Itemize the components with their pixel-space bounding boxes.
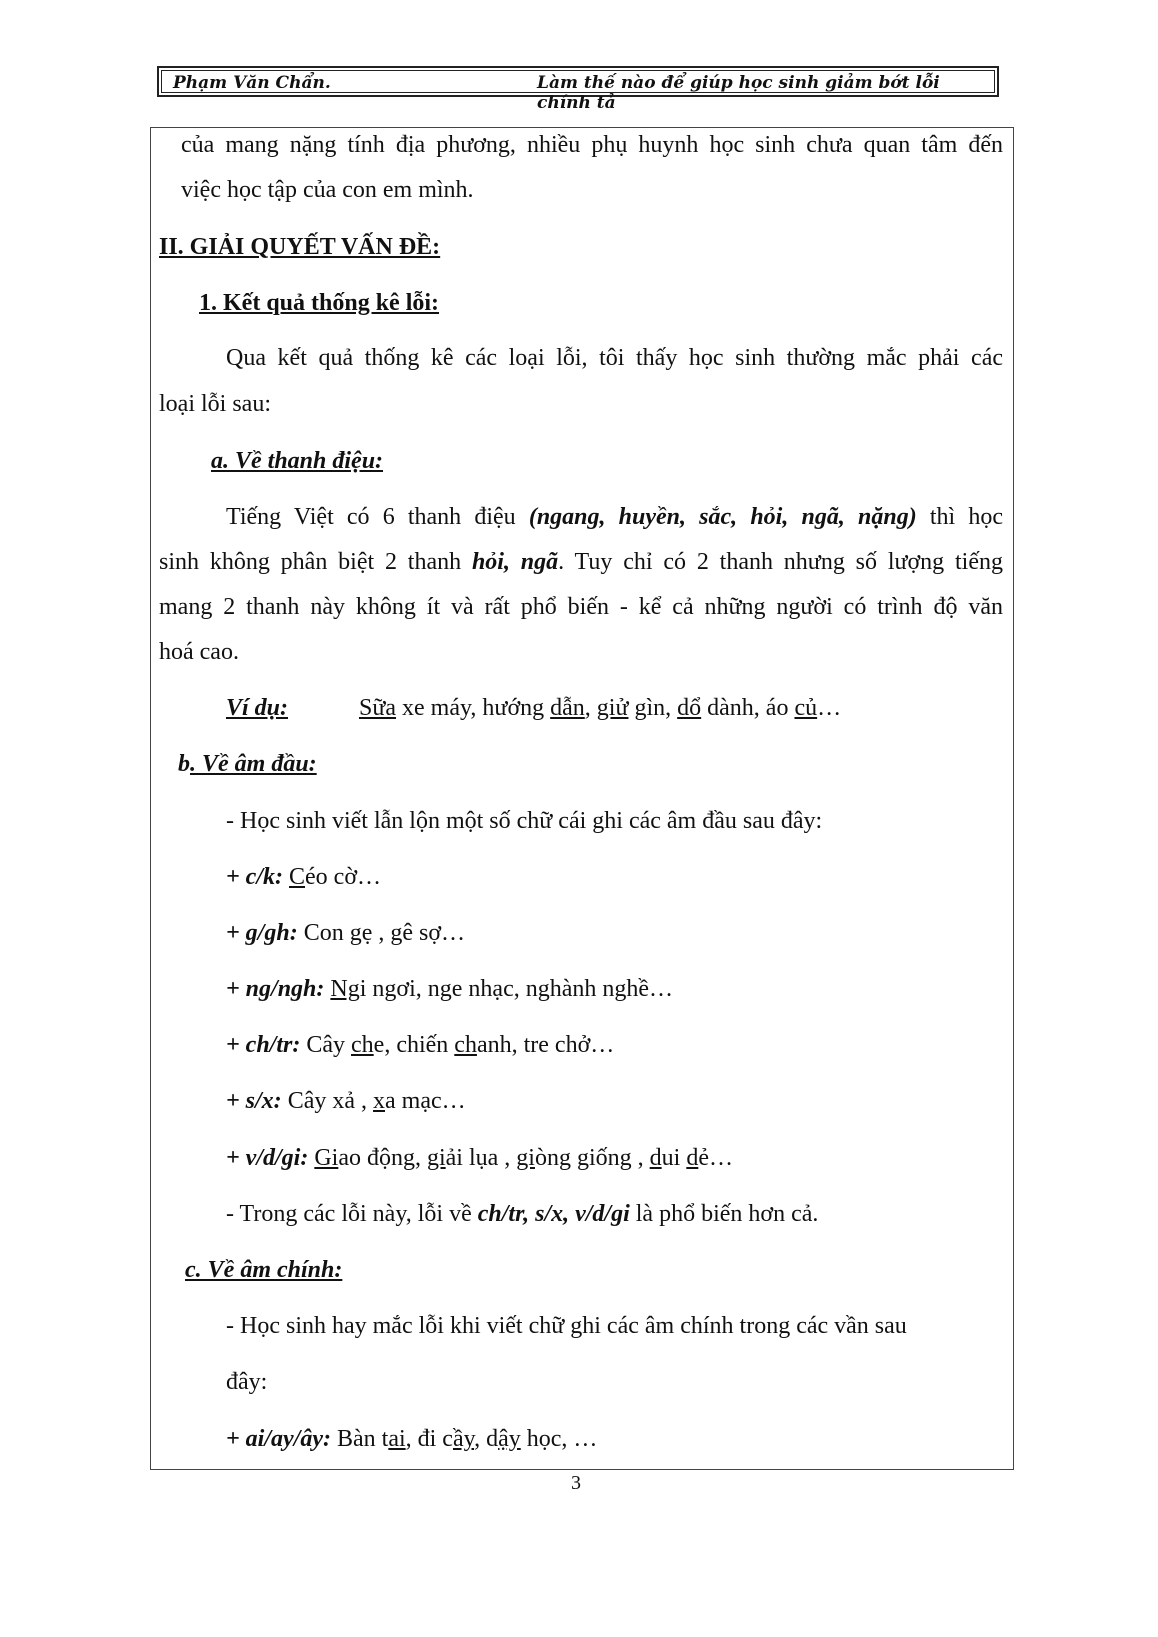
text-run: - Trong các lỗi này, lỗi về: [226, 1201, 478, 1227]
text-run: dành, áo: [701, 695, 795, 721]
paragraph-line: việc học tập của con em mình.: [181, 177, 474, 203]
section-heading: II. GIẢI QUYẾT VẤN ĐỀ:: [159, 234, 441, 260]
item-label: + g/gh:: [226, 920, 298, 946]
heading-text: . Về âm đầu:: [190, 751, 317, 777]
heading-initial-sound: [178, 749, 317, 779]
text-run: ê sợ…: [402, 920, 466, 946]
error-word: giử: [596, 695, 629, 721]
error-letters: ch: [351, 1032, 374, 1058]
tone-list: (ngang, huyền, sắc, hỏi, ngã, nặng): [528, 504, 917, 530]
text-run: , d: [474, 1426, 499, 1452]
text-run: Tiếng Việt có 6 thanh điệu: [226, 504, 529, 530]
subsection-heading: 1. Kết quả thống kê lỗi:: [199, 290, 440, 316]
error-letters: ai: [388, 1426, 406, 1452]
paragraph-line: - Học sinh viết lẫn lộn một số chữ cái ghi các âm đầu sau đây:: [226, 808, 823, 834]
error-letters: gi: [426, 1145, 446, 1171]
initial-sound-item: [226, 862, 381, 892]
error-letters: ậy: [498, 1426, 521, 1452]
text-run: ao động,: [338, 1145, 427, 1171]
initial-sound-item: [226, 1143, 733, 1173]
error-letters: d: [649, 1145, 662, 1171]
tone-pair: hỏi, ngã: [471, 549, 559, 575]
paragraph-line: đây:: [226, 1369, 268, 1395]
heading-main-vowel: c. Về âm chính:: [185, 1257, 343, 1283]
text-run: i ngơi, nge nhạc, nghành nghề…: [359, 976, 674, 1002]
text-run: ẻ…: [698, 1145, 733, 1171]
paragraph-line: của mang nặng tính địa phương, nhiều phụ huynh học sinh chưa quan tâm đến: [181, 132, 1003, 158]
paragraph-line: hoá cao.: [159, 639, 239, 665]
header-author: Phạm Văn Chẩn.: [173, 73, 331, 93]
vowel-item: [226, 1424, 597, 1454]
text-run: e, chiến: [373, 1032, 455, 1058]
item-label: + ch/tr:: [226, 1032, 301, 1058]
page-header: [157, 66, 999, 113]
text-run: học, …: [520, 1426, 598, 1452]
error-letters: Gi: [314, 1145, 339, 1171]
error-letters: d: [686, 1145, 699, 1171]
paragraph-line: Qua kết quả thống kê các loại lỗi, tôi thấy học sinh thường mắc phải các: [226, 345, 1003, 371]
text-run: , đi c: [405, 1426, 453, 1452]
page-number: 3: [571, 1472, 581, 1494]
initial-sound-item: [226, 1086, 466, 1116]
initial-sound-item: [226, 974, 673, 1004]
text-run: sinh không phân biệt 2 thanh: [159, 549, 472, 575]
text-run: anh, tre chở…: [476, 1032, 615, 1058]
text-run: thì học: [916, 504, 1004, 530]
error-letters: C: [289, 864, 306, 890]
example-text: [359, 693, 841, 723]
text-run: Bàn t: [330, 1426, 389, 1452]
item-label: + s/x:: [226, 1088, 282, 1114]
paragraph-line: mang 2 thanh này không ít và rất phổ biến - kể cả những người có trình độ văn: [159, 594, 1003, 620]
paragraph-line: [226, 502, 1003, 532]
text-run: Cây: [300, 1032, 352, 1058]
item-text: [331, 1426, 597, 1452]
text-run: là phổ biến hơn cả.: [629, 1201, 819, 1227]
error-letters: ầy: [452, 1426, 475, 1452]
header-title: Làm thế nào để giúp học sinh giảm bớt lỗi chính tả: [537, 73, 940, 113]
item-label: + ng/ngh:: [226, 976, 325, 1002]
text-run: ải lụa ,: [445, 1145, 517, 1171]
heading-tone: a. Về thanh điệu:: [211, 448, 384, 474]
example-row: [226, 693, 288, 723]
error-letters: ch: [454, 1032, 477, 1058]
error-word: dổ: [677, 695, 702, 721]
initial-sound-item: [226, 1030, 614, 1060]
item-label: + c/k:: [226, 864, 283, 890]
error-letters: x: [373, 1088, 385, 1114]
error-letters: gi: [516, 1145, 535, 1171]
paragraph-line: [159, 547, 1003, 577]
text-run: gìn,: [628, 695, 678, 721]
example-label: Ví dụ:: [226, 695, 289, 721]
item-label: + v/d/gi:: [226, 1145, 309, 1171]
error-letters: Ng: [330, 976, 360, 1002]
paragraph-line: - Học sinh hay mắc lỗi khi viết chữ ghi các âm chính trong các vần sau: [226, 1313, 907, 1339]
text-run: ẹ ,: [361, 920, 391, 946]
error-word: củ: [794, 695, 818, 721]
paragraph-line: loại lỗi sau:: [159, 391, 271, 417]
paragraph-line: [226, 1199, 818, 1229]
text-run: Con: [297, 920, 350, 946]
text-run: éo cờ…: [305, 864, 382, 890]
text-run: xe máy, hướng: [396, 695, 551, 721]
error-word: dẫn: [550, 695, 585, 721]
error-word: Sữa: [359, 695, 397, 721]
item-label: + ai/ay/ây:: [226, 1426, 331, 1452]
heading-prefix: b: [178, 751, 190, 777]
text-run: …: [817, 695, 842, 721]
error-letters: g: [349, 920, 362, 946]
text-run: Cây xả ,: [281, 1088, 373, 1114]
initial-sound-item: [226, 918, 465, 948]
error-groups: ch/tr, s/x, v/d/gi: [477, 1201, 630, 1227]
text-run: a mạc…: [385, 1088, 466, 1114]
text-run: ui: [661, 1145, 687, 1171]
error-letters: g: [390, 920, 403, 946]
text-run: ,: [584, 695, 597, 721]
text-run: òng giống ,: [534, 1145, 650, 1171]
text-run: . Tuy chỉ có 2 thanh nhưng số lượng tiếng: [558, 549, 1003, 575]
